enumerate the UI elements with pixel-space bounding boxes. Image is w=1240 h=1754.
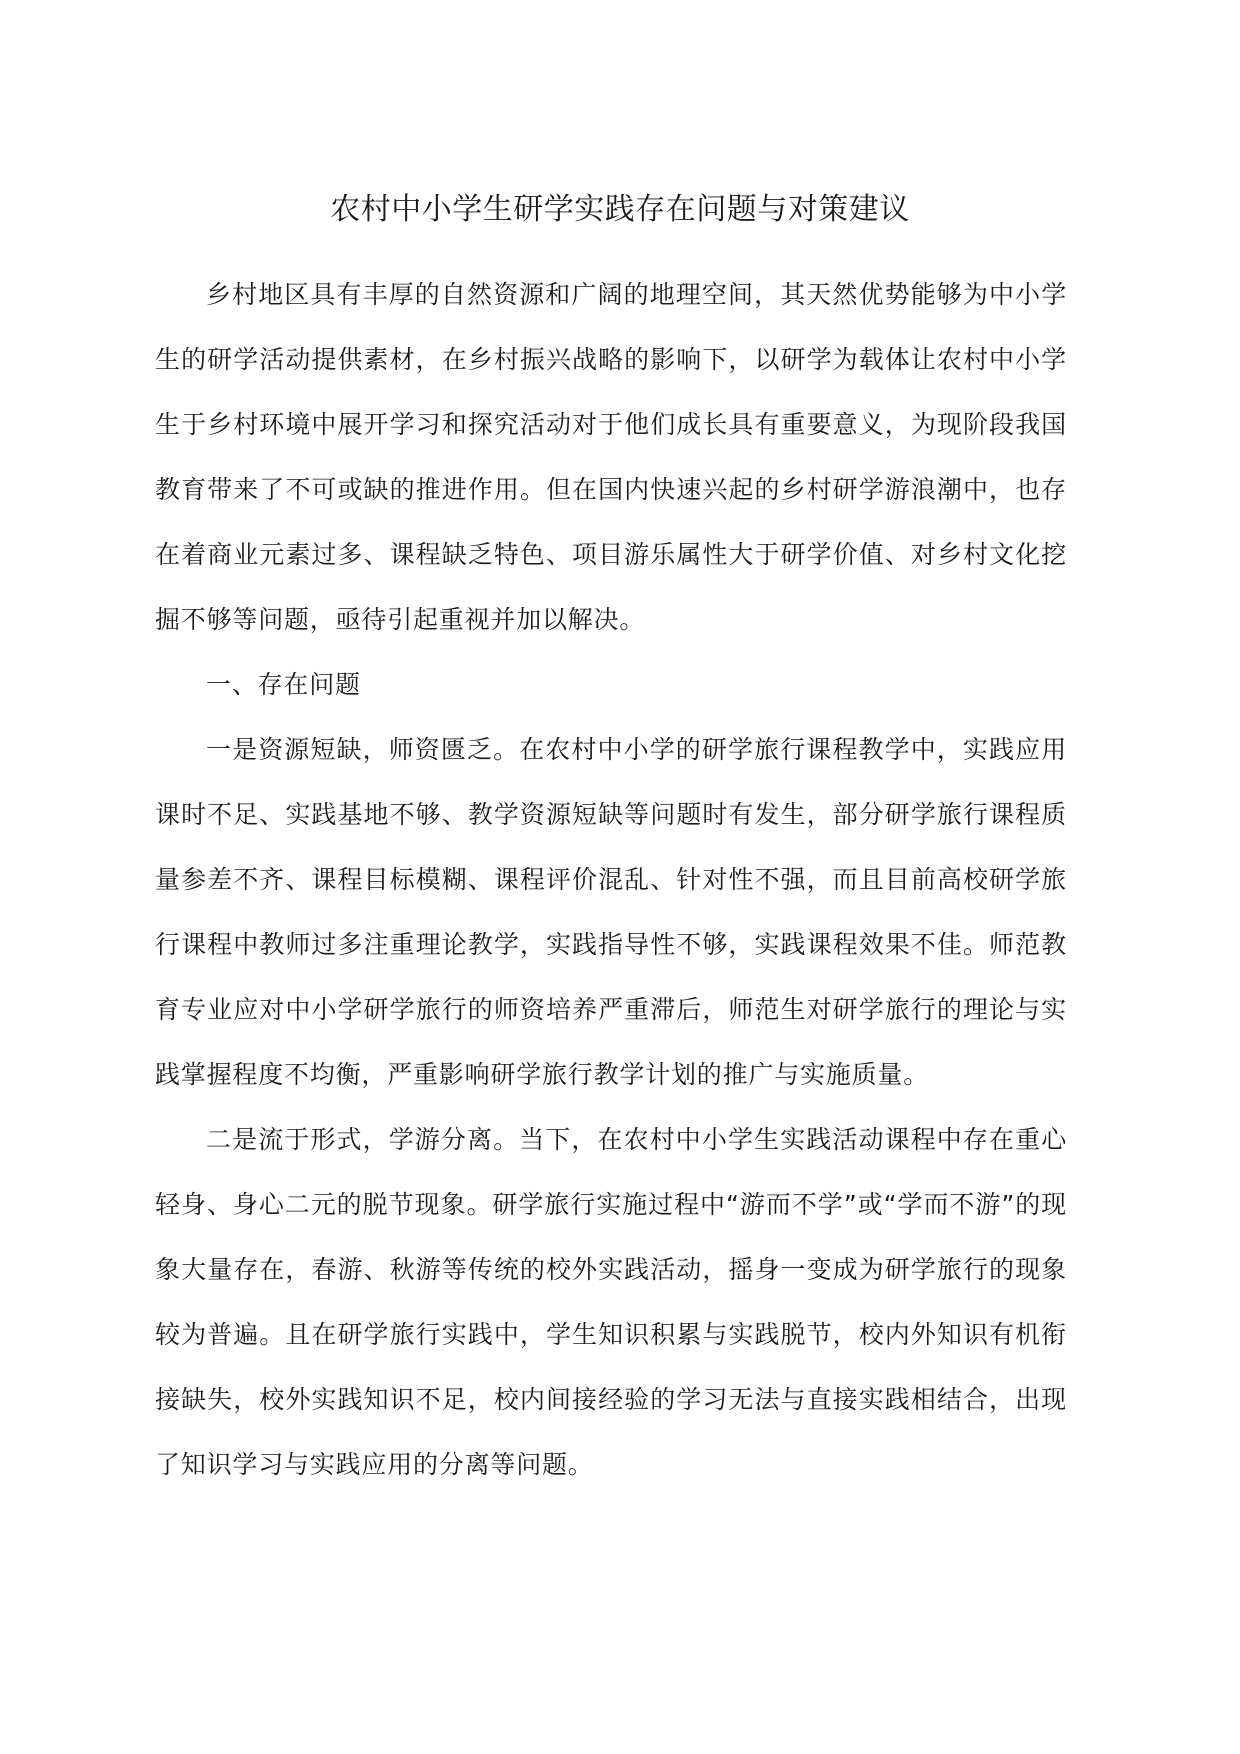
- intro-paragraph: 乡村地区具有丰厚的自然资源和广阔的地理空间，其天然优势能够为中小学生的研学活动提供素材，在乡村振兴战略的影响下，以研学为载体让农村中小学生于乡村环境中展开学习和探究活动对于他们成长具有重要意义，为现阶段我国教育带来了不可或缺的推进作用。但在国内快速兴起的乡村研学游浪潮中，也存在着商业元素过多、课程缺乏特色、项目游乐属性大于研学价值、对乡村文化挖掘不够等问题，亟待引起重视并加以解决。: [155, 280, 1067, 634]
- problem-two-paragraph: 二是流于形式，学游分离。当下，在农村中小学生实践活动课程中存在重心轻身、身心二元的脱节现象。研学旅行实施过程中“游而不学”或“学而不游”的现象大量存在，春游、秋游等传统的校外实践活动，摇身一变成为研学旅行的现象较为普遍。且在研学旅行实践中，学生知识积累与实践脱节，校内外知识有机衔接缺失，校外实践知识不足，校内间接经验的学习无法与直接实践相结合，出现了知识学习与实践应用的分离等问题。: [155, 1125, 1067, 1479]
- problem-one-paragraph: 一是资源短缺，师资匮乏。在农村中小学的研学旅行课程教学中，实践应用课时不足、实践基地不够、教学资源短缺等问题时有发生，部分研学旅行课程质量参差不齐、课程目标模糊、课程评价混乱、针对性不强，而且目前高校研学旅行课程中教师过多注重理论教学，实践指导性不够，实践课程效果不佳。师范教育专业应对中小学研学旅行的师资培养严重滞后，师范生对研学旅行的理论与实践掌握程度不均衡，严重影响研学旅行教学计划的推广与实施质量。: [155, 735, 1067, 1089]
- document-body: [155, 262, 1067, 1497]
- section-heading: 一、存在问题: [206, 670, 361, 699]
- document-title: 农村中小学生研学实践存在问题与对策建议: [330, 192, 910, 227]
